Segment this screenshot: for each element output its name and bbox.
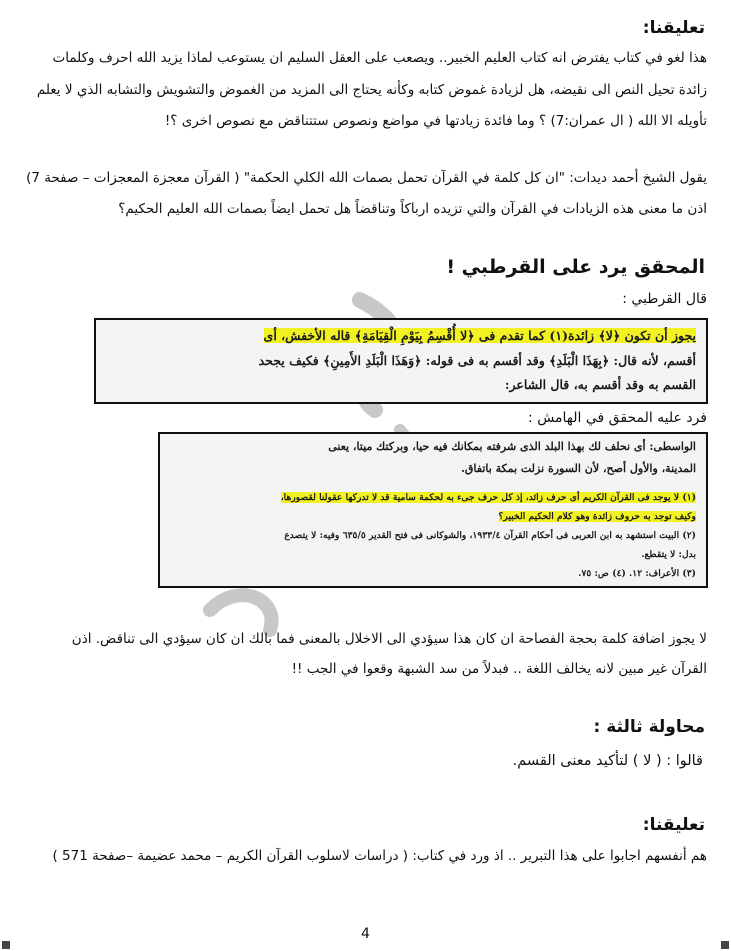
corner-mark-right [721, 941, 729, 949]
scan1-line-2: أقسم، لأنه قال: ﴿بِهَذَا الْبَلَدِ﴾ وقد أقسم به فى قوله: ﴿وَهَذَا الْبَلَدِ الأَمِينِ﴾ فكيف يجحد [258, 353, 696, 368]
scan2-line-7: (٣) الأعراف: ١٢. (٤) ص: ٧٥. [578, 568, 696, 579]
section2-heading: المحقق يرد على القرطبي ! [446, 256, 705, 278]
scan2-line-6: بدل: لا يتقطع. [641, 549, 696, 560]
quote-line-1: يقول الشيخ أحمد ديدات: "ان كل كلمة في القرآن تحمل بصمات الله الكلي الحكمة" ( القرآن معجزة المعجزات – صفحة 7) [26, 170, 707, 186]
scan2-highlight-1: (١) لا يوجد فى القرآن الكريم أى حرف زائد، إذ كل حرف جىء به لحكمة سامية قد لا تدركها عقولنا لقصورها، [280, 492, 696, 503]
scan2-line-5: (٢) البيت استشهد به ابن العربى فى أحكام القرآن ١٩٣٣/٤، والشوكانى فى فتح القدير ٦٣٥/٥ وفيه: لا يتصدع [284, 530, 696, 541]
page-number: 4 [361, 926, 370, 942]
qurtubi-scan-excerpt [94, 318, 708, 404]
section3-line: قالوا : ( لا ) لتأكيد معنى القسم. [512, 753, 703, 769]
qurtubi-label: قال القرطبي : [622, 291, 707, 307]
section4-heading: تعليقنا: [642, 815, 705, 835]
corner-mark-left [2, 941, 10, 949]
section1-line-1: هذا لغو في كتاب يفترض انه كتاب العليم الخبير.. ويصعب على العقل السليم ان يستوعب لماذا يزيد الله احرف وكلمات [52, 50, 707, 66]
reply-label: فرد عليه المحقق في الهامش : [528, 410, 707, 426]
quote-line-2: اذن ما معنى هذه الزيادات في القرآن والتي تزيده ارباكاً وتناقضاً هل تحمل ايضاً بصمات الله العليم الحكيم؟ [118, 201, 707, 217]
scan2-line-1: الواسطى: أى نحلف لك بهذا البلد الذى شرفته بمكانك فيه حيا، وبركتك ميتا، يعنى [328, 440, 696, 453]
scan2-line-3 [281, 492, 696, 503]
scan1-line-3: القسم به وقد أقسم به، قال الشاعر: [504, 377, 696, 392]
section1-line-3: تأويله الا الله ( ال عمران:7) ؟ وما فائدة زيادتها في مواضع ونصوص ستتناقض مع نصوص اخرى ؟! [164, 113, 707, 129]
section1-line-2: زائدة تحيل النص الى نقيضه، هل لزيادة غموض كتابه وكأنه يحتاج الى المزيد من الغموض والتشويش والتشابه الذي لا يعلم [36, 82, 707, 98]
section3-heading: محاولة ثالثة : [593, 717, 705, 737]
comment-line-1: لا يجوز اضافة كلمة بحجة الفصاحة ان كان هذا سيؤدي الى الاخلال بالمعنى فما بالك ان كان سيؤدي الى تناقض. اذن [71, 631, 707, 647]
section4-line: هم أنفسهم اجابوا على هذا التبرير .. اذ ورد في كتاب: ( دراسات لاسلوب القرآن الكريم – محمد عضيمة –صفحة 571 ) [52, 848, 707, 864]
muhaqqiq-scan-excerpt [158, 432, 708, 588]
scan1-line-1 [264, 328, 696, 343]
section1-heading: تعليقنا: [642, 18, 705, 38]
comment-line-2: القرآن غير مبين لانه يخالف اللغة .. فبدلاً من سد الشبهة وقعوا في الجب !! [291, 661, 707, 677]
scan2-highlight-2: وكيف توجد به حروف زائدة وهو كلام الحكيم الخبير؟ [498, 511, 696, 522]
scan1-highlight: يجوز أن تكون ﴿لا﴾ زائدة(١) كما تقدم فى ﴿لا أُقْسِمُ بِيَوْمِ الْقِيَامَةِ﴾ قاله الأخفش، أى [263, 328, 696, 343]
scan2-line-2: المدينة، والأول أصح، لأن السورة نزلت بمكة باتفاق. [461, 462, 696, 475]
scan2-line-4 [499, 511, 696, 522]
